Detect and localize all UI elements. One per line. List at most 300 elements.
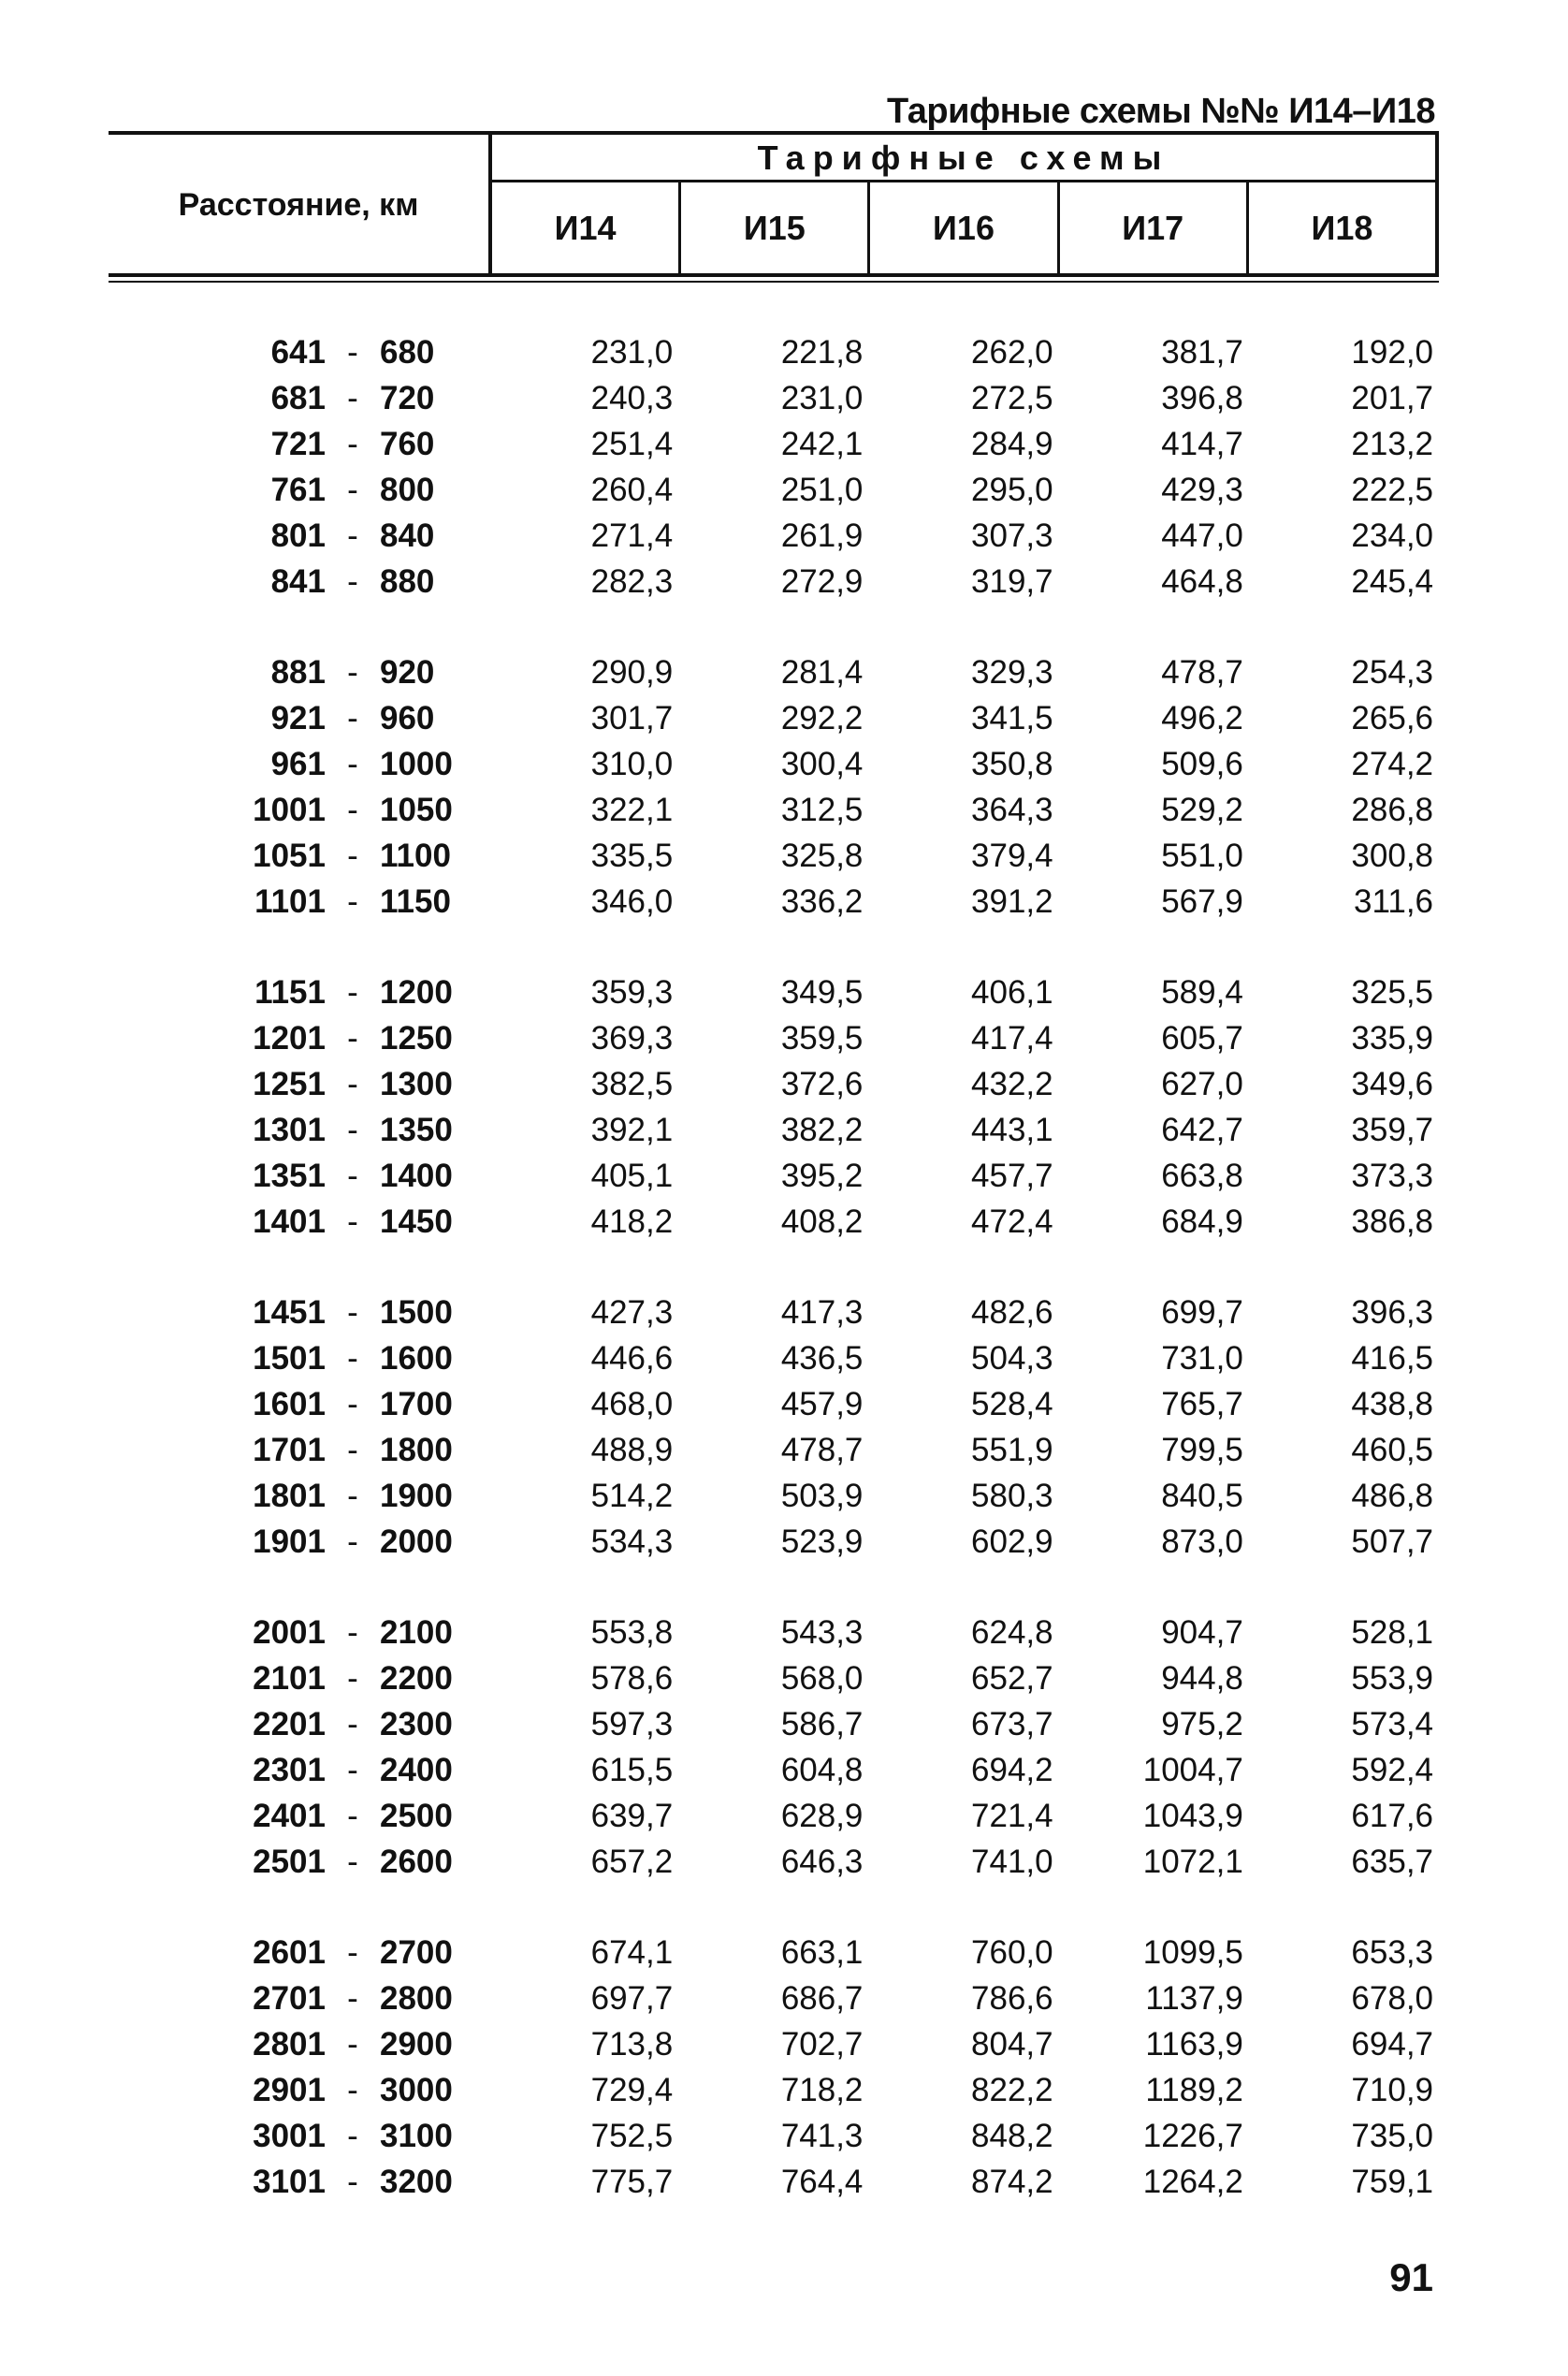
tariff-cell: 282,3 — [590, 562, 674, 600]
range-dash: - — [347, 1065, 358, 1102]
tariff-cell: 346,0 — [590, 882, 674, 920]
tariff-cell: 1137,9 — [1145, 1979, 1243, 2017]
table-row — [109, 741, 1439, 787]
distance-to: 3000 — [380, 2071, 453, 2108]
table-row — [109, 1610, 1439, 1655]
distance-to: 1300 — [380, 1065, 453, 1102]
tariff-cell: 602,9 — [971, 1523, 1053, 1560]
distance-range — [109, 517, 488, 555]
header-bottom-rule-thin — [109, 281, 1439, 283]
distance-range — [109, 1020, 488, 1057]
distance-range — [109, 838, 488, 875]
table-row — [109, 2159, 1439, 2205]
tariff-cell: 325,5 — [1351, 973, 1434, 1011]
distance-range — [109, 2118, 488, 2155]
range-dash: - — [347, 333, 358, 371]
tariff-cell: 392,1 — [590, 1111, 674, 1148]
table-row — [109, 649, 1439, 695]
tariff-cell: 657,2 — [590, 1843, 674, 1880]
tariff-cell: 663,8 — [1161, 1157, 1243, 1194]
table-row — [109, 1061, 1439, 1107]
table-row — [109, 1153, 1439, 1199]
distance-range — [109, 1660, 488, 1698]
distance-range — [109, 792, 488, 829]
tariff-cell: 359,5 — [780, 1019, 864, 1057]
table-row — [109, 2067, 1439, 2113]
tariff-cell: 759,1 — [1351, 2163, 1434, 2200]
range-dash: - — [347, 1203, 358, 1240]
tariff-cell: 201,7 — [1351, 379, 1434, 416]
distance-column-header: Расстояние, км — [178, 187, 419, 223]
table-row — [109, 2021, 1439, 2067]
tariff-cell: 341,5 — [971, 699, 1053, 736]
distance-from: 2601 — [253, 1933, 326, 1971]
tariff-cell: 507,7 — [1351, 1523, 1434, 1560]
tariff-cell: 251,4 — [590, 425, 674, 462]
table-row — [109, 1290, 1439, 1335]
tariff-cell: 251,0 — [780, 471, 864, 508]
tariff-cell: 1043,9 — [1142, 1797, 1243, 1834]
tariff-cell: 775,7 — [590, 2163, 674, 2200]
distance-to: 2200 — [380, 1659, 453, 1697]
range-dash: - — [347, 1933, 358, 1971]
distance-range — [109, 1203, 488, 1241]
tariff-cell: 482,6 — [971, 1293, 1053, 1331]
tariff-cell: 1072,1 — [1142, 1843, 1243, 1880]
distance-from: 1201 — [253, 1019, 326, 1057]
tariff-cell: 307,3 — [971, 517, 1053, 554]
tariff-cell: 1264,2 — [1142, 2163, 1243, 2200]
distance-to: 760 — [380, 425, 435, 462]
tariff-cell: 335,9 — [1351, 1019, 1434, 1057]
tariff-cell: 231,0 — [590, 333, 674, 371]
tariff-cell: 635,7 — [1351, 1843, 1434, 1880]
distance-from: 1501 — [253, 1339, 326, 1377]
tariff-cell: 567,9 — [1161, 882, 1243, 920]
distance-range — [109, 1386, 488, 1423]
tariff-values — [488, 792, 1439, 829]
tariff-values — [488, 1340, 1439, 1377]
tariff-cell: 460,5 — [1351, 1431, 1434, 1468]
range-dash: - — [347, 791, 358, 828]
distance-from: 1801 — [253, 1477, 326, 1514]
tariff-cell: 234,0 — [1351, 517, 1434, 554]
tariff-cell: 592,4 — [1351, 1751, 1434, 1788]
tariff-table-body — [109, 329, 1439, 2250]
tariff-cell: 312,5 — [780, 791, 864, 828]
tariff-values — [488, 654, 1439, 692]
header-bottom-rule — [109, 273, 1439, 277]
distance-to: 800 — [380, 471, 435, 508]
distance-range — [109, 1478, 488, 1515]
tariff-cell: 272,5 — [971, 379, 1053, 416]
tariff-cell: 240,3 — [590, 379, 674, 416]
distance-from: 1001 — [253, 791, 326, 828]
tariff-cell: 653,3 — [1351, 1933, 1434, 1971]
tariff-cell: 406,1 — [971, 973, 1053, 1011]
tariff-cell: 504,3 — [971, 1339, 1053, 1377]
tariff-cell: 1004,7 — [1142, 1751, 1243, 1788]
table-row — [109, 513, 1439, 559]
tariff-cell: 369,3 — [590, 1019, 674, 1057]
distance-range — [109, 2072, 488, 2109]
tariff-cell: 382,2 — [780, 1111, 864, 1148]
tariff-cell: 242,1 — [780, 425, 864, 462]
tariff-cell: 764,4 — [780, 2163, 864, 2200]
column-header-i14: И14 — [554, 208, 617, 247]
tariff-cell: 1189,2 — [1145, 2071, 1243, 2108]
range-dash: - — [347, 1751, 358, 1788]
distance-to: 2600 — [380, 1843, 453, 1880]
tariff-cell: 580,3 — [971, 1477, 1053, 1514]
tariff-values — [488, 380, 1439, 417]
range-dash: - — [347, 2163, 358, 2200]
tariff-cell: 418,2 — [590, 1203, 674, 1240]
tariff-cell: 468,0 — [590, 1385, 674, 1422]
tariff-cell: 639,7 — [590, 1797, 674, 1834]
tariff-cell: 373,3 — [1351, 1157, 1434, 1194]
tariff-values — [488, 700, 1439, 737]
distance-from: 881 — [270, 653, 326, 691]
tariff-cell: 718,2 — [780, 2071, 864, 2108]
tariff-values — [488, 1523, 1439, 1561]
column-header-i17: И17 — [1057, 182, 1246, 273]
tariff-cell: 379,4 — [971, 837, 1053, 874]
column-header-i18: И18 — [1246, 182, 1435, 273]
distance-from: 1351 — [253, 1157, 326, 1194]
distance-to: 880 — [380, 562, 435, 600]
distance-from: 1301 — [253, 1111, 326, 1148]
tariff-cell: 414,7 — [1161, 425, 1243, 462]
distance-range — [109, 380, 488, 417]
distance-to: 2400 — [380, 1751, 453, 1788]
column-header-i15: И15 — [678, 182, 867, 273]
tariff-cell: 604,8 — [780, 1751, 864, 1788]
tariff-cell: 386,8 — [1351, 1203, 1434, 1240]
tariff-cell: 284,9 — [971, 425, 1053, 462]
table-row — [109, 1519, 1439, 1565]
tariff-cell: 721,4 — [971, 1797, 1053, 1834]
distance-range — [109, 426, 488, 463]
tariff-cell: 222,5 — [1351, 471, 1434, 508]
tariff-cell: 699,7 — [1161, 1293, 1243, 1331]
tariff-values — [488, 1020, 1439, 1057]
distance-to: 1600 — [380, 1339, 453, 1377]
tariff-cell: 429,3 — [1161, 471, 1243, 508]
tariff-values — [488, 426, 1439, 463]
tariff-values — [488, 746, 1439, 783]
tariff-cell: 729,4 — [590, 2071, 674, 2108]
tariff-cell: 628,9 — [780, 1797, 864, 1834]
table-row — [109, 1701, 1439, 1747]
range-dash: - — [347, 1843, 358, 1880]
range-dash: - — [347, 1157, 358, 1194]
distance-to: 1700 — [380, 1385, 453, 1422]
range-dash: - — [347, 517, 358, 554]
tariff-cell: 873,0 — [1161, 1523, 1243, 1560]
range-dash: - — [347, 745, 358, 782]
tariff-values — [488, 1158, 1439, 1195]
tariff-cell: 1099,5 — [1142, 1933, 1243, 1971]
schemes-group-title: Тарифные схемы — [757, 138, 1170, 177]
range-dash: - — [347, 1705, 358, 1742]
distance-from: 2701 — [253, 1979, 326, 2017]
tariff-cell: 396,8 — [1161, 379, 1243, 416]
tariff-values — [488, 334, 1439, 372]
distance-range — [109, 1066, 488, 1103]
row-group — [109, 969, 1439, 1245]
tariff-cell: 551,0 — [1161, 837, 1243, 874]
tariff-cell: 741,0 — [971, 1843, 1053, 1880]
tariff-cell: 686,7 — [780, 1979, 864, 2017]
tariff-cell: 1226,7 — [1142, 2117, 1243, 2154]
tariff-cell: 261,9 — [780, 517, 864, 554]
tariff-values — [488, 883, 1439, 921]
tariff-values — [488, 1660, 1439, 1698]
tariff-cell: 528,4 — [971, 1385, 1053, 1422]
distance-to: 960 — [380, 699, 435, 736]
table-row — [109, 1107, 1439, 1153]
distance-to: 2000 — [380, 1523, 453, 1560]
tariff-cell: 438,8 — [1351, 1385, 1434, 1422]
tariff-cell: 488,9 — [590, 1431, 674, 1468]
tariff-cell: 765,7 — [1161, 1385, 1243, 1422]
tariff-cell: 568,0 — [780, 1659, 864, 1697]
tariff-cell: 231,0 — [780, 379, 864, 416]
distance-to: 1500 — [380, 1293, 453, 1331]
tariff-cell: 325,8 — [780, 837, 864, 874]
tariff-values — [488, 974, 1439, 1012]
tariff-cell: 350,8 — [971, 745, 1053, 782]
table-row — [109, 1199, 1439, 1245]
distance-from: 2401 — [253, 1797, 326, 1834]
tariff-values — [488, 1478, 1439, 1515]
distance-from: 3001 — [253, 2117, 326, 2154]
range-dash: - — [347, 2071, 358, 2108]
scheme-column-headers — [492, 182, 1435, 273]
distance-range — [109, 1112, 488, 1149]
distance-to: 2500 — [380, 1797, 453, 1834]
tariff-values — [488, 1706, 1439, 1743]
tariff-cell: 731,0 — [1161, 1339, 1243, 1377]
range-dash: - — [347, 471, 358, 508]
range-dash: - — [347, 1019, 358, 1057]
tariff-cell: 573,4 — [1351, 1705, 1434, 1742]
tariff-cell: 735,0 — [1351, 2117, 1434, 2154]
page-header-title: Тарифные схемы №№ И14–И18 — [887, 92, 1435, 131]
distance-range — [109, 334, 488, 372]
tariff-cell: 311,6 — [1354, 882, 1434, 920]
table-row — [109, 1655, 1439, 1701]
tariff-cell: 245,4 — [1351, 562, 1434, 600]
tariff-cell: 586,7 — [780, 1705, 864, 1742]
range-dash: - — [347, 1477, 358, 1514]
range-dash: - — [347, 1339, 358, 1377]
tariff-values — [488, 1614, 1439, 1652]
distance-from: 1901 — [253, 1523, 326, 1560]
tariff-cell: 684,9 — [1161, 1203, 1243, 1240]
tariff-values — [488, 1980, 1439, 2018]
tariff-cell: 395,2 — [780, 1157, 864, 1194]
distance-to: 2900 — [380, 2025, 453, 2063]
tariff-cell: 310,0 — [590, 745, 674, 782]
distance-to: 2700 — [380, 1933, 453, 1971]
tariff-cell: 486,8 — [1351, 1477, 1434, 1514]
tariff-cell: 786,6 — [971, 1979, 1053, 2017]
tariff-values — [488, 517, 1439, 555]
table-row — [109, 329, 1439, 375]
distance-to: 1400 — [380, 1157, 453, 1194]
distance-to: 2800 — [380, 1979, 453, 2017]
tariff-cell: 396,3 — [1351, 1293, 1434, 1331]
distance-from: 1101 — [254, 882, 326, 920]
range-dash: - — [347, 837, 358, 874]
distance-from: 2201 — [253, 1705, 326, 1742]
distance-to: 1450 — [380, 1203, 453, 1240]
distance-range — [109, 1798, 488, 1835]
tariff-cell: 265,6 — [1351, 699, 1434, 736]
distance-to: 720 — [380, 379, 435, 416]
range-dash: - — [347, 1797, 358, 1834]
distance-range — [109, 1432, 488, 1469]
tariff-cell: 694,2 — [971, 1751, 1053, 1788]
tariff-cell: 336,2 — [780, 882, 864, 920]
tariff-cell: 457,9 — [780, 1385, 864, 1422]
distance-to: 1350 — [380, 1111, 453, 1148]
tariff-cell: 221,8 — [780, 333, 864, 371]
distance-range — [109, 2164, 488, 2201]
tariff-cell: 553,9 — [1351, 1659, 1434, 1697]
tariff-cell: 408,2 — [780, 1203, 864, 1240]
distance-to: 680 — [380, 333, 435, 371]
tariff-cell: 799,5 — [1161, 1431, 1243, 1468]
tariff-cell: 874,2 — [971, 2163, 1053, 2200]
table-row — [109, 1381, 1439, 1427]
tariff-cell: 472,4 — [971, 1203, 1053, 1240]
tariff-cell: 529,2 — [1161, 791, 1243, 828]
range-dash: - — [347, 1111, 358, 1148]
tariff-cell: 523,9 — [780, 1523, 864, 1560]
tariff-values — [488, 1203, 1439, 1241]
distance-from: 721 — [270, 425, 326, 462]
tariff-cell: 349,6 — [1351, 1065, 1434, 1102]
distance-from: 2301 — [253, 1751, 326, 1788]
tariff-cell: 652,7 — [971, 1659, 1053, 1697]
tariff-cell: 848,2 — [971, 2117, 1053, 2154]
tariff-cell: 381,7 — [1161, 333, 1243, 371]
tariff-cell: 551,9 — [971, 1431, 1053, 1468]
distance-from: 681 — [270, 379, 326, 416]
schemes-header-group — [488, 131, 1439, 273]
tariff-cell: 741,3 — [780, 2117, 864, 2154]
tariff-cell: 1163,9 — [1145, 2025, 1243, 2063]
page-number: 91 — [1389, 2255, 1433, 2299]
tariff-cell: 391,2 — [971, 882, 1053, 920]
tariff-cell: 405,1 — [590, 1157, 674, 1194]
distance-range — [109, 700, 488, 737]
distance-from: 801 — [270, 517, 326, 554]
range-dash: - — [347, 882, 358, 920]
tariff-values — [488, 838, 1439, 875]
tariff-cell: 578,6 — [590, 1659, 674, 1697]
distance-from: 2101 — [253, 1659, 326, 1697]
tariff-cell: 713,8 — [590, 2025, 674, 2063]
row-group — [109, 1290, 1439, 1565]
row-group — [109, 329, 1439, 605]
table-row — [109, 833, 1439, 879]
table-row — [109, 1427, 1439, 1473]
tariff-cell: 674,1 — [590, 1933, 674, 1971]
distance-from: 961 — [270, 745, 326, 782]
row-group — [109, 649, 1439, 925]
tariff-cell: 262,0 — [971, 333, 1053, 371]
tariff-values — [488, 472, 1439, 509]
tariff-cell: 349,5 — [780, 973, 864, 1011]
tariff-cell: 281,4 — [780, 653, 864, 691]
distance-range — [109, 1706, 488, 1743]
tariff-cell: 447,0 — [1161, 517, 1243, 554]
range-dash: - — [347, 1523, 358, 1560]
range-dash: - — [347, 653, 358, 691]
range-dash: - — [347, 379, 358, 416]
distance-from: 2001 — [253, 1613, 326, 1651]
tariff-cell: 295,0 — [971, 471, 1053, 508]
distance-range — [109, 472, 488, 509]
table-row — [109, 421, 1439, 467]
range-dash: - — [347, 2117, 358, 2154]
distance-from: 1601 — [253, 1385, 326, 1422]
distance-range — [109, 1158, 488, 1195]
distance-to: 920 — [380, 653, 435, 691]
tariff-cell: 300,4 — [780, 745, 864, 782]
distance-range — [109, 974, 488, 1012]
table-row — [109, 2113, 1439, 2159]
distance-from: 921 — [270, 699, 326, 736]
tariff-values — [488, 1294, 1439, 1332]
table-row — [109, 559, 1439, 605]
distance-from: 2801 — [253, 2025, 326, 2063]
tariff-cell: 457,7 — [971, 1157, 1053, 1194]
tariff-cell: 292,2 — [780, 699, 864, 736]
tariff-cell: 432,2 — [971, 1065, 1053, 1102]
range-dash: - — [347, 1979, 358, 2017]
distance-to: 1800 — [380, 1431, 453, 1468]
tariff-cell: 271,4 — [590, 517, 674, 554]
tariff-cell: 605,7 — [1161, 1019, 1243, 1057]
table-row — [109, 1335, 1439, 1381]
tariff-cell: 589,4 — [1161, 973, 1243, 1011]
tariff-cell: 760,0 — [971, 1933, 1053, 1971]
distance-range — [109, 1844, 488, 1881]
tariff-cell: 710,9 — [1351, 2071, 1434, 2108]
tariff-cell: 509,6 — [1161, 745, 1243, 782]
distance-to: 1050 — [380, 791, 453, 828]
tariff-cell: 478,7 — [1161, 653, 1243, 691]
tariff-cell: 417,3 — [780, 1293, 864, 1331]
range-dash: - — [347, 1431, 358, 1468]
distance-to: 1250 — [380, 1019, 453, 1057]
tariff-cell: 443,1 — [971, 1111, 1053, 1148]
tariff-values — [488, 2118, 1439, 2155]
tariff-cell: 543,3 — [780, 1613, 864, 1651]
tariff-cell: 213,2 — [1351, 425, 1434, 462]
distance-from: 1251 — [253, 1065, 326, 1102]
tariff-values — [488, 1386, 1439, 1423]
distance-range — [109, 746, 488, 783]
tariff-values — [488, 1432, 1439, 1469]
distance-from: 1401 — [253, 1203, 326, 1240]
table-row — [109, 1839, 1439, 1885]
